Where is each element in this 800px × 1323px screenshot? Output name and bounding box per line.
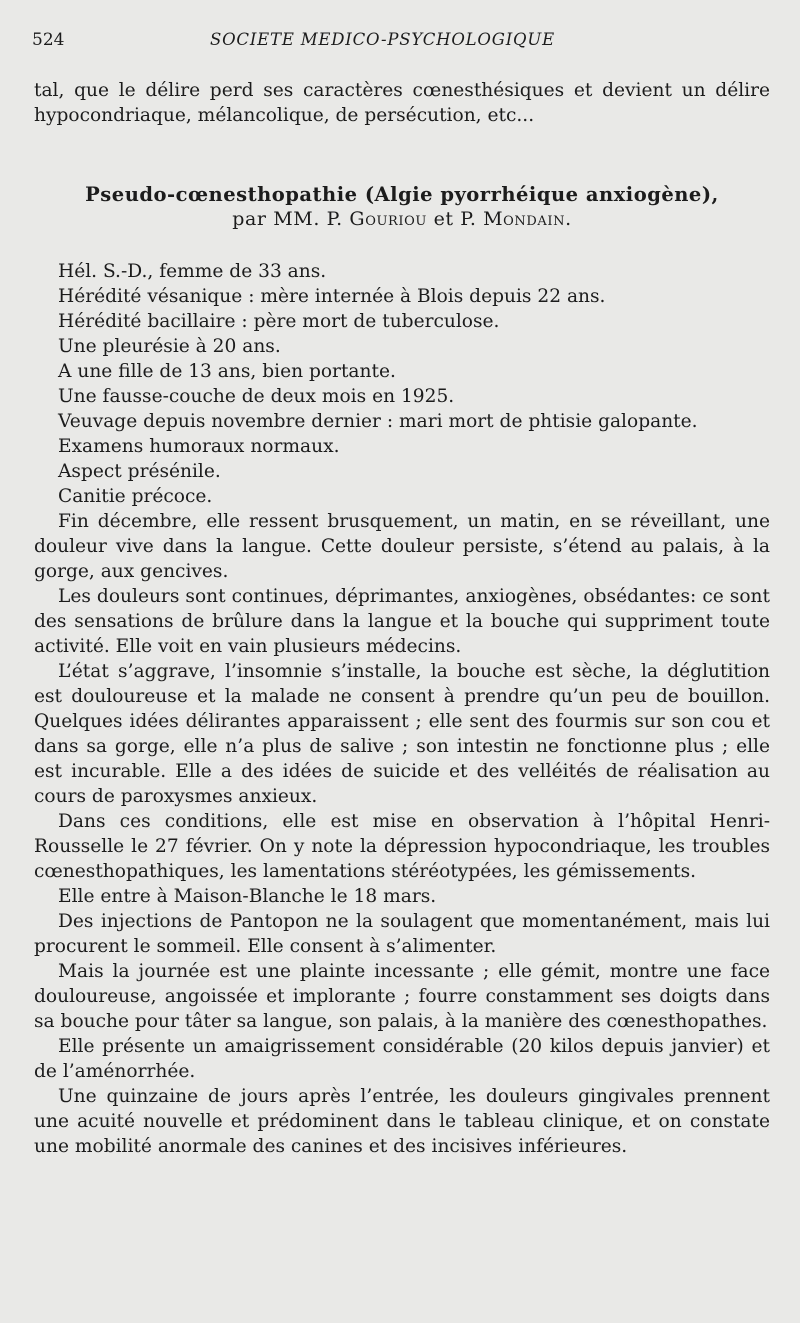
page-number: 524 [32,30,65,50]
body-paragraph: Elle présente un amaigrissement considérable (20 kilos depuis janvier) et de l’aménorrhée. [34,1036,770,1082]
author-mondain: Mondain [483,208,566,230]
authors-suffix: . [565,208,572,230]
case-line: Une fausse-couche de deux mois en 1925. [58,386,455,407]
author-gouriou: Gouriou [349,208,427,230]
case-line: Canitie précoce. [58,486,213,507]
body-paragraph: Elle entre à Maison-Blanche le 18 mars. [58,886,437,907]
body-paragraph: L’état s’aggrave, l’insomnie s’installe, la bouche est sèche, la déglutition est douloureuse et la malade ne consent à prendre qu’un peu de bouillon. Quelques idées délirantes apparaissent ; elle sent des fourmis sur son cou et dans sa gorge, elle n’a plus de salive ; son intestin ne fonctionne plus ; elle est incurable. Elle a des idées de suicide et des velléités de réalisation au cours de paroxysmes anxieux. [34,661,770,807]
page-header [32,30,770,54]
case-line: Examens humoraux normaux. [58,436,340,457]
case-line: Une pleurésie à 20 ans. [58,336,281,357]
article-title: Pseudo-cœnesthopathie (Algie pyorrhéique anxiogène), [85,183,719,206]
authors-prefix: par MM. P. [232,208,350,230]
authors-middle: et P. [426,208,484,230]
body-paragraph: Mais la journée est une plainte incessante ; elle gémit, montre une face douloureuse, angoissée et implorante ; fourre constamment ses doigts dans sa bouche pour tâter sa langue, son palais, à la manière des cœnesthopathes. [34,961,770,1032]
article-title-block [34,182,770,232]
body-paragraph: Dans ces conditions, elle est mise en observation à l’hôpital Henri-Rousselle le 27 février. On y note la dépression hypocondriaque, les troubles cœnesthopathiques, les lamentations stéréotypées, les gémissements. [34,811,770,882]
article-authors [34,207,770,232]
case-line: Hérédité vésanique : mère internée à Blois depuis 22 ans. [58,286,606,307]
case-line: Hérédité bacillaire : père mort de tuberculose. [58,311,500,332]
running-head: SOCIETE MEDICO-PSYCHOLOGIQUE [210,30,555,49]
body-paragraph: Les douleurs sont continues, déprimantes, anxiogènes, obsédantes: ce sont des sensations de brûlure dans la langue et la bouche qui suppriment toute activité. Elle voit en vain plusieurs médecins. [34,586,770,657]
case-paragraph: Veuvage depuis novembre dernier : mari mort de phtisie galopante. [58,411,698,432]
body-paragraph: Des injections de Pantopon ne la soulagent que momentanément, mais lui procurent le sommeil. Elle consent à s’alimenter. [34,911,770,957]
continuation-paragraph: tal, que le délire perd ses caractères cœnesthésiques et devient un délire hypocondriaque, mélancolique, de persécution, etc... [34,80,770,126]
case-line: Aspect présénile. [58,461,221,482]
case-line: A une fille de 13 ans, bien portante. [58,361,396,382]
body-paragraph: Une quinzaine de jours après l’entrée, les douleurs gingivales prennent une acuité nouvelle et prédominent dans le tableau clinique, et on constate une mobilité anormale des canines et des incisives inférieures. [34,1086,770,1157]
body-paragraph: Fin décembre, elle ressent brusquement, un matin, en se réveillant, une douleur vive dans la langue. Cette douleur persiste, s’étend au palais, à la gorge, aux gencives. [34,511,770,582]
body-text [34,78,770,1159]
case-line: Hél. S.-D., femme de 33 ans. [58,261,327,282]
